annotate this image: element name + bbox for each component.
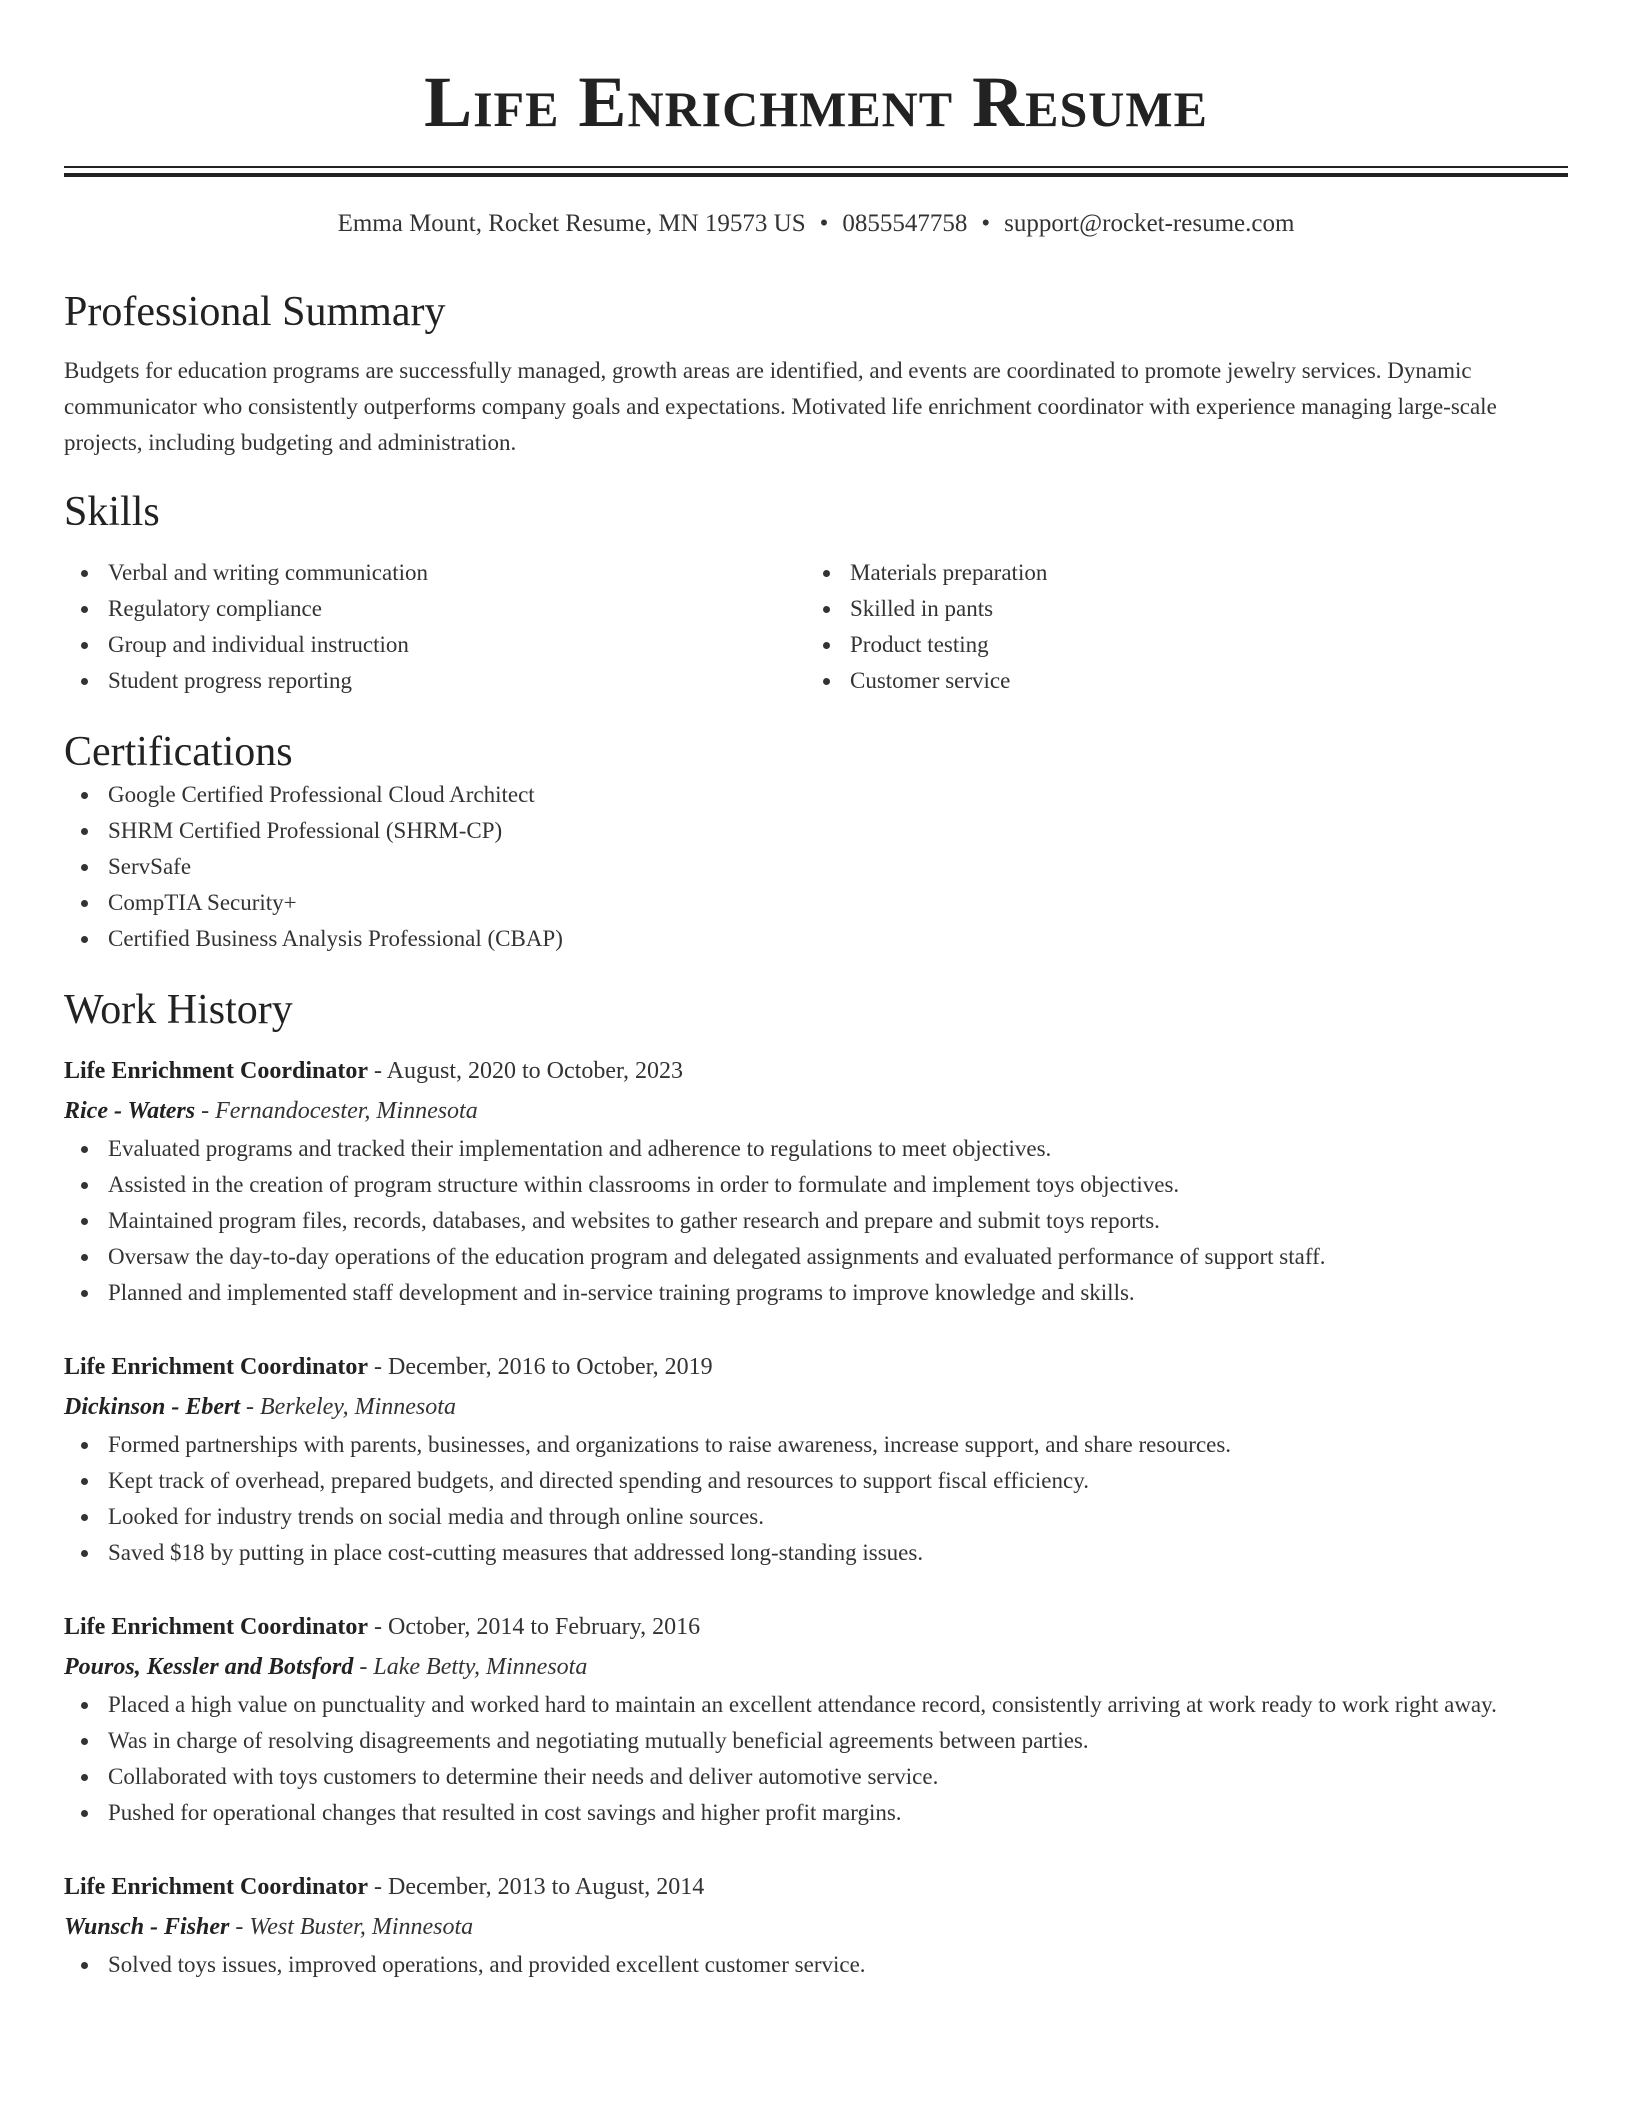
certification-item: SHRM Certified Professional (SHRM-CP): [64, 813, 1568, 849]
job-location: Fernandocester, Minnesota: [215, 1098, 478, 1124]
skill-item: Product testing: [806, 627, 1548, 663]
job-dash: -: [229, 1914, 250, 1940]
job-dash: -: [367, 1874, 388, 1900]
job-duty: Evaluated programs and tracked their implementation and adherence to regulations to meet objectives.: [64, 1131, 1568, 1167]
resume-title: Life Enrichment Resume: [424, 62, 1208, 142]
job-dates: August, 2020 to October, 2023: [386, 1058, 683, 1084]
job-dash: -: [367, 1614, 388, 1640]
job-title: Life Enrichment Coordinator: [64, 1354, 368, 1380]
job-title-line: [64, 1867, 1568, 1907]
skill-item: Regulatory compliance: [64, 591, 806, 627]
job-duty: Pushed for operational changes that resulted in cost savings and higher profit margins.: [64, 1795, 1568, 1831]
certification-item: CompTIA Security+: [64, 885, 1568, 921]
contact-separator: •: [819, 210, 829, 237]
job-duties-list: [64, 1947, 1568, 1983]
job-entry: [64, 1051, 1568, 1311]
job-dates: October, 2014 to February, 2016: [387, 1614, 701, 1640]
job-title: Life Enrichment Coordinator: [64, 1614, 368, 1640]
skill-item: Skilled in pants: [806, 591, 1548, 627]
job-dash: -: [353, 1654, 374, 1680]
skill-item: Materials preparation: [806, 555, 1548, 591]
job-company-line: [64, 1647, 1568, 1687]
skills-heading: Skills: [64, 489, 160, 535]
job-duty: Placed a high value on punctuality and worked hard to maintain an excellent attendance record, consistently arriving at work ready to work right away.: [64, 1687, 1568, 1723]
job-duty: Formed partnerships with parents, businesses, and organizations to raise awareness, increase support, and share resources.: [64, 1427, 1568, 1463]
job-dash: -: [367, 1058, 387, 1084]
job-title: Life Enrichment Coordinator: [64, 1058, 368, 1084]
job-duty: Saved $18 by putting in place cost-cutting measures that addressed long-standing issues.: [64, 1535, 1568, 1571]
work-history-heading: Work History: [64, 987, 293, 1033]
job-duty: Planned and implemented staff development and in-service training programs to improve knowledge and skills.: [64, 1275, 1568, 1311]
job-company: Dickinson - Ebert: [64, 1394, 241, 1420]
job-company: Wunsch - Fisher: [64, 1914, 230, 1940]
job-entry: [64, 1607, 1568, 1831]
certification-item: ServSafe: [64, 849, 1568, 885]
job-company: Pouros, Kessler and Botsford: [64, 1654, 354, 1680]
job-duty: Was in charge of resolving disagreements and negotiating mutually beneficial agreements between parties.: [64, 1723, 1568, 1759]
job-location: West Buster, Minnesota: [249, 1914, 474, 1940]
skills-grid: [64, 555, 1568, 699]
skill-item: Group and individual instruction: [64, 627, 806, 663]
job-duties-list: [64, 1427, 1568, 1571]
job-company-line: [64, 1907, 1568, 1947]
job-company-line: [64, 1387, 1568, 1427]
job-title-line: [64, 1607, 1568, 1647]
skills-column-right: [806, 555, 1548, 699]
job-entry: [64, 1867, 1568, 1983]
job-entry: [64, 1347, 1568, 1571]
job-duty: Oversaw the day-to-day operations of the education program and delegated assignments and evaluated performance of support staff.: [64, 1239, 1568, 1275]
title-divider-thin: [64, 166, 1568, 168]
job-duties-list: [64, 1687, 1568, 1831]
skill-item: Verbal and writing communication: [64, 555, 806, 591]
certification-item: Google Certified Professional Cloud Architect: [64, 777, 1568, 813]
title-divider-thick: [64, 173, 1568, 177]
job-location: Lake Betty, Minnesota: [373, 1654, 588, 1680]
job-dash: -: [195, 1098, 216, 1124]
skill-item: Customer service: [806, 663, 1548, 699]
certifications-heading: Certifications: [64, 729, 293, 775]
job-company-line: [64, 1091, 1568, 1131]
job-duty: Assisted in the creation of program structure within classrooms in order to formulate and implement toys objectives.: [64, 1167, 1568, 1203]
job-dash: -: [367, 1354, 388, 1380]
skills-column-left: [64, 555, 806, 699]
summary-text: Budgets for education programs are successfully managed, growth areas are identified, and events are coordinated to promote jewelry services. Dynamic communicator who consistently outperforms company goals and expectations. Motivated life enrichment coordinator with experience managing large-scale projects, including budgeting and administration.: [64, 358, 1497, 455]
contact-email: support@rocket-resume.com: [1004, 210, 1295, 237]
job-title-line: [64, 1347, 1568, 1387]
job-location: Berkeley, Minnesota: [260, 1394, 456, 1420]
summary-heading: Professional Summary: [64, 289, 446, 335]
job-title: Life Enrichment Coordinator: [64, 1874, 368, 1900]
job-duty: Collaborated with toys customers to determine their needs and deliver automotive service.: [64, 1759, 1568, 1795]
certification-item: Certified Business Analysis Professional (CBAP): [64, 921, 1568, 957]
skills-list-left: [64, 555, 806, 699]
contact-line: [64, 207, 1568, 241]
job-duty: Looked for industry trends on social media and through online sources.: [64, 1499, 1568, 1535]
contact-phone: 0855547758: [842, 210, 968, 237]
job-duty: Solved toys issues, improved operations, and provided excellent customer service.: [64, 1947, 1568, 1983]
contact-separator: •: [981, 210, 991, 237]
job-duty: Maintained program files, records, databases, and websites to gather research and prepare and submit toys reports.: [64, 1203, 1568, 1239]
certifications-list: [64, 777, 1568, 957]
job-dates: December, 2013 to August, 2014: [387, 1874, 705, 1900]
job-company: Rice - Waters: [64, 1098, 196, 1124]
skills-list-right: [806, 555, 1548, 699]
job-duty: Kept track of overhead, prepared budgets, and directed spending and resources to support fiscal efficiency.: [64, 1463, 1568, 1499]
contact-address: Emma Mount, Rocket Resume, MN 19573 US: [337, 210, 806, 237]
skill-item: Student progress reporting: [64, 663, 806, 699]
job-title-line: [64, 1051, 1568, 1091]
job-duties-list: [64, 1131, 1568, 1311]
job-dash: -: [240, 1394, 261, 1420]
job-dates: December, 2016 to October, 2019: [387, 1354, 713, 1380]
resume-page: [64, 0, 1568, 1983]
